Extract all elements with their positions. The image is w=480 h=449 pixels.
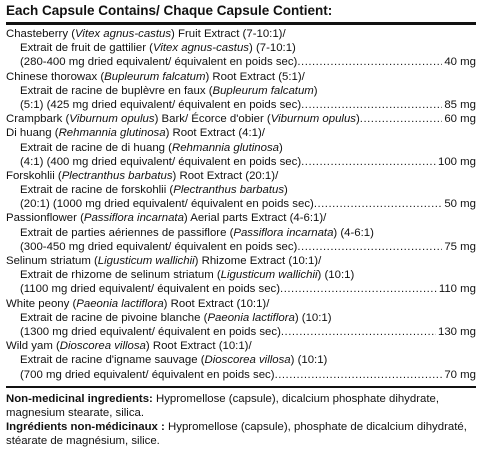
ingredient-name-post: ) Root Extract (4:1)/: [165, 127, 265, 140]
ingredient-latin-name: Ligusticum wallichii: [97, 255, 195, 267]
ingredient-line-french: [6, 41, 476, 55]
dot-leader: [301, 155, 436, 169]
ingredient-line-main: [6, 339, 476, 353]
ingredient-line-equivalent: [6, 197, 476, 211]
ingredient-name-french: [20, 84, 318, 98]
ingredient-line-main: [6, 112, 476, 126]
ingredient-line-french: [6, 183, 476, 197]
ingredient-latin-name: Bupleurum falcatum: [212, 84, 314, 97]
ingredient-name-pre: Extrait de racine de buplèvre en faux (: [20, 84, 213, 97]
ingredient-name-pre: Extrait de racine de pivoine blanche (: [20, 311, 208, 324]
ingredient-name-post: ) (10:1): [294, 311, 332, 324]
ingredient-name-mid: ) Bark/ Écorce d'obier (: [154, 113, 271, 126]
ingredient-dried-equivalent: (700 mg dried equivalent/ équivalent en poids sec): [20, 368, 275, 381]
ingredient-amount: 50 mg: [444, 198, 476, 211]
dot-leader: [281, 325, 436, 339]
ingredient-name-post: ) Root Extract (10:1)/: [145, 340, 252, 353]
ingredient-dried-equivalent: (1300 mg dried equivalent/ équivalent en poids sec): [20, 325, 281, 338]
non-medicinal-label-en: Non-medicinal ingredients:: [6, 392, 153, 405]
ingredient-dried-equivalent: (1100 mg dried equivalent/ équivalent en poids sec): [20, 283, 281, 296]
ingredient-name-pre: Extrait de racine de di huang (: [20, 141, 172, 154]
ingredient-name-pre: Extrait de fruit de gattilier (: [20, 42, 153, 55]
section-divider: [6, 386, 476, 388]
dot-leader: [360, 112, 443, 126]
ingredient-name-pre: Wild yam (: [6, 340, 60, 353]
dot-leader: [280, 282, 437, 296]
ingredient-line-french: [6, 311, 476, 325]
ingredient-amount: 40 mg: [444, 56, 476, 69]
ingredient-amount: 100 mg: [438, 155, 476, 168]
ingredient-name-french: [20, 141, 283, 155]
dot-leader: [275, 368, 443, 382]
ingredient-line-french: [6, 226, 476, 240]
ingredient-name-post: ) Fruit Extract (7-10:1)/: [171, 28, 286, 40]
ingredient-name-pre: Extrait de parties aériennes de passiflore (: [20, 226, 234, 239]
non-medicinal-section: [6, 392, 476, 449]
ingredient-name-post: ) (7-10:1): [248, 42, 296, 55]
ingredient-line-main: [6, 126, 476, 140]
ingredient-name: [6, 211, 326, 225]
ingredient-line-equivalent: [6, 368, 476, 382]
ingredient-item: [6, 297, 476, 340]
ingredient-latin-name: Passiflora incarnata: [233, 226, 334, 239]
ingredient-line-french: [6, 84, 476, 98]
ingredient-name-pre: Forskohlii (: [6, 169, 62, 182]
ingredient-line-equivalent: [6, 282, 476, 296]
ingredient-name-post: ): [355, 113, 360, 126]
ingredient-line-main: [6, 297, 476, 311]
non-medicinal-text-en-1: Hypromellose (capsule), dicalcium phosphate dihydrate,: [152, 392, 440, 405]
ingredient-name: [6, 27, 286, 41]
ingredient-latin-name: Passiflora incarnata: [83, 212, 184, 225]
ingredient-name-pre: Passionflower (: [6, 212, 84, 225]
ingredient-latin-name: Vitex agnus-castus: [152, 42, 249, 55]
ingredient-list: [6, 27, 476, 382]
ingredient-item: [6, 339, 476, 382]
ingredient-latin-name: Ligusticum wallichii: [220, 269, 318, 282]
ingredient-name: [6, 70, 305, 84]
ingredient-name-french: [20, 353, 327, 367]
non-medicinal-label-fr: Ingrédients non-médicinaux :: [6, 421, 165, 434]
ingredient-name-pre: Extrait de racine d'igname sauvage (: [20, 354, 205, 367]
ingredient-line-french: [6, 353, 476, 367]
ingredient-latin-name: Paeonia lactiflora: [207, 311, 295, 324]
ingredient-name: [6, 169, 278, 183]
ingredient-line-french: [6, 141, 476, 155]
ingredient-dried-equivalent: (4:1) (400 mg dried equivalent/ équivalent en poids sec): [20, 155, 302, 168]
ingredient-latin-name: Rehmannia glutinosa: [58, 127, 166, 140]
ingredient-line-main: [6, 169, 476, 183]
ingredient-item: [6, 27, 476, 70]
ingredient-latin-name: Viburnum opulus: [69, 113, 155, 126]
ingredient-latin-name: Plectranthus barbatus: [61, 169, 173, 182]
ingredient-name-post: ) Aerial parts Extract (4-6:1)/: [183, 212, 327, 225]
ingredient-name-french: [20, 311, 332, 325]
ingredient-name-post: ): [313, 84, 318, 97]
ingredient-latin-name: Dioscorea villosa: [59, 340, 146, 353]
ingredient-latin-name: Vitex agnus-castus: [75, 28, 172, 40]
ingredient-latin-name: Rehmannia glutinosa: [171, 141, 279, 154]
ingredient-name-post: ) (10:1): [290, 354, 328, 367]
ingredient-name: [6, 254, 321, 268]
ingredient-item: [6, 254, 476, 297]
ingredient-amount: 60 mg: [444, 113, 476, 126]
ingredient-line-equivalent: [6, 240, 476, 254]
ingredient-line-equivalent: [6, 55, 476, 69]
ingredient-name-pre: Extrait de rhizome de selinum striatum (: [20, 269, 221, 282]
ingredient-item: [6, 169, 476, 212]
heading-divider: [6, 22, 476, 25]
ingredient-latin-name: Viburnum opulus: [270, 113, 356, 126]
non-medicinal-text-fr-1: Hypromellose (capsule), phosphate de dicalcium dihydraté,: [164, 421, 467, 434]
ingredient-name-pre: Di huang (: [6, 127, 59, 140]
non-medicinal-text-en-2: magnesium stearate, silica.: [6, 406, 145, 419]
ingredient-line-main: [6, 211, 476, 225]
ingredient-name-post: ) (4-6:1): [333, 226, 374, 239]
dot-leader: [297, 240, 442, 254]
dot-leader: [301, 98, 442, 112]
dot-leader: [314, 197, 443, 211]
ingredient-name-post: ): [284, 184, 288, 197]
ingredient-amount: 70 mg: [444, 368, 476, 381]
ingredient-latin-name: Plectranthus barbatus: [173, 184, 285, 197]
ingredient-name-pre: Selinum striatum (: [6, 255, 98, 267]
non-medicinal-text-fr-2: stéarate de magnésium, silice.: [6, 435, 160, 448]
ingredient-name-french: [20, 268, 354, 282]
ingredient-amount: 75 mg: [444, 240, 476, 253]
ingredient-line-french: [6, 268, 476, 282]
ingredient-line-equivalent: [6, 98, 476, 112]
ingredient-line-main: [6, 27, 476, 41]
ingredient-name-pre: Extrait de racine de forskohlii (: [20, 184, 174, 197]
dot-leader: [297, 55, 442, 69]
panel-heading: Each Capsule Contains/ Chaque Capsule Contient:: [6, 3, 333, 18]
ingredient-name: [6, 126, 265, 140]
ingredient-name-post: ) Root Extract (20:1)/: [172, 169, 279, 182]
ingredient-latin-name: Bupleurum falcatum: [104, 70, 206, 83]
ingredient-name-pre: White peony (: [6, 297, 77, 310]
ingredient-name: [6, 297, 269, 311]
ingredient-name-post: ) Rhizome Extract (10:1)/: [194, 255, 322, 267]
ingredient-name-post: ) Root Extract (10:1)/: [163, 297, 270, 310]
ingredient-dried-equivalent: (5:1) (425 mg dried equivalent/ équivalent en poids sec): [20, 98, 302, 111]
ingredient-dried-equivalent: (280-400 mg dried equivalent/ équivalent en poids sec): [20, 56, 298, 69]
ingredient-name: [6, 339, 252, 353]
ingredient-dried-equivalent: (300-450 mg dried equivalent/ équivalent en poids sec): [20, 240, 298, 253]
ingredient-dried-equivalent: (20:1) (1000 mg dried equivalent/ équivalent en poids sec): [20, 198, 314, 211]
ingredient-line-equivalent: [6, 155, 476, 169]
ingredient-name-french: [20, 226, 374, 240]
ingredient-name-pre: Crampbark (: [6, 113, 70, 126]
ingredient-name-pre: Chasteberry (: [6, 28, 76, 40]
ingredient-item: [6, 211, 476, 254]
ingredient-name-french: [20, 41, 296, 55]
ingredient-latin-name: Dioscorea villosa: [204, 354, 291, 367]
ingredient-item: [6, 126, 476, 169]
ingredient-line-equivalent: [6, 325, 476, 339]
ingredient-line-main: [6, 254, 476, 268]
non-medicinal-en-line-1: [6, 392, 476, 406]
ingredient-amount: 110 mg: [438, 283, 476, 296]
ingredient-line-main: [6, 70, 476, 84]
ingredient-latin-name: Paeonia lactiflora: [76, 297, 164, 310]
ingredient-name-french: [20, 183, 288, 197]
ingredient-name-pre: Chinese thorowax (: [6, 70, 105, 83]
non-medicinal-fr-line-1: [6, 420, 476, 434]
ingredient-name-post: ): [278, 141, 283, 154]
ingredient-name-post: ) (10:1): [317, 269, 355, 282]
ingredient-item: [6, 112, 476, 126]
ingredient-item: [6, 70, 476, 113]
ingredient-amount: 85 mg: [444, 98, 476, 111]
ingredient-name: [6, 112, 360, 126]
ingredient-name-post: ) Root Extract (5:1)/: [205, 70, 305, 83]
ingredient-amount: 130 mg: [438, 325, 476, 338]
